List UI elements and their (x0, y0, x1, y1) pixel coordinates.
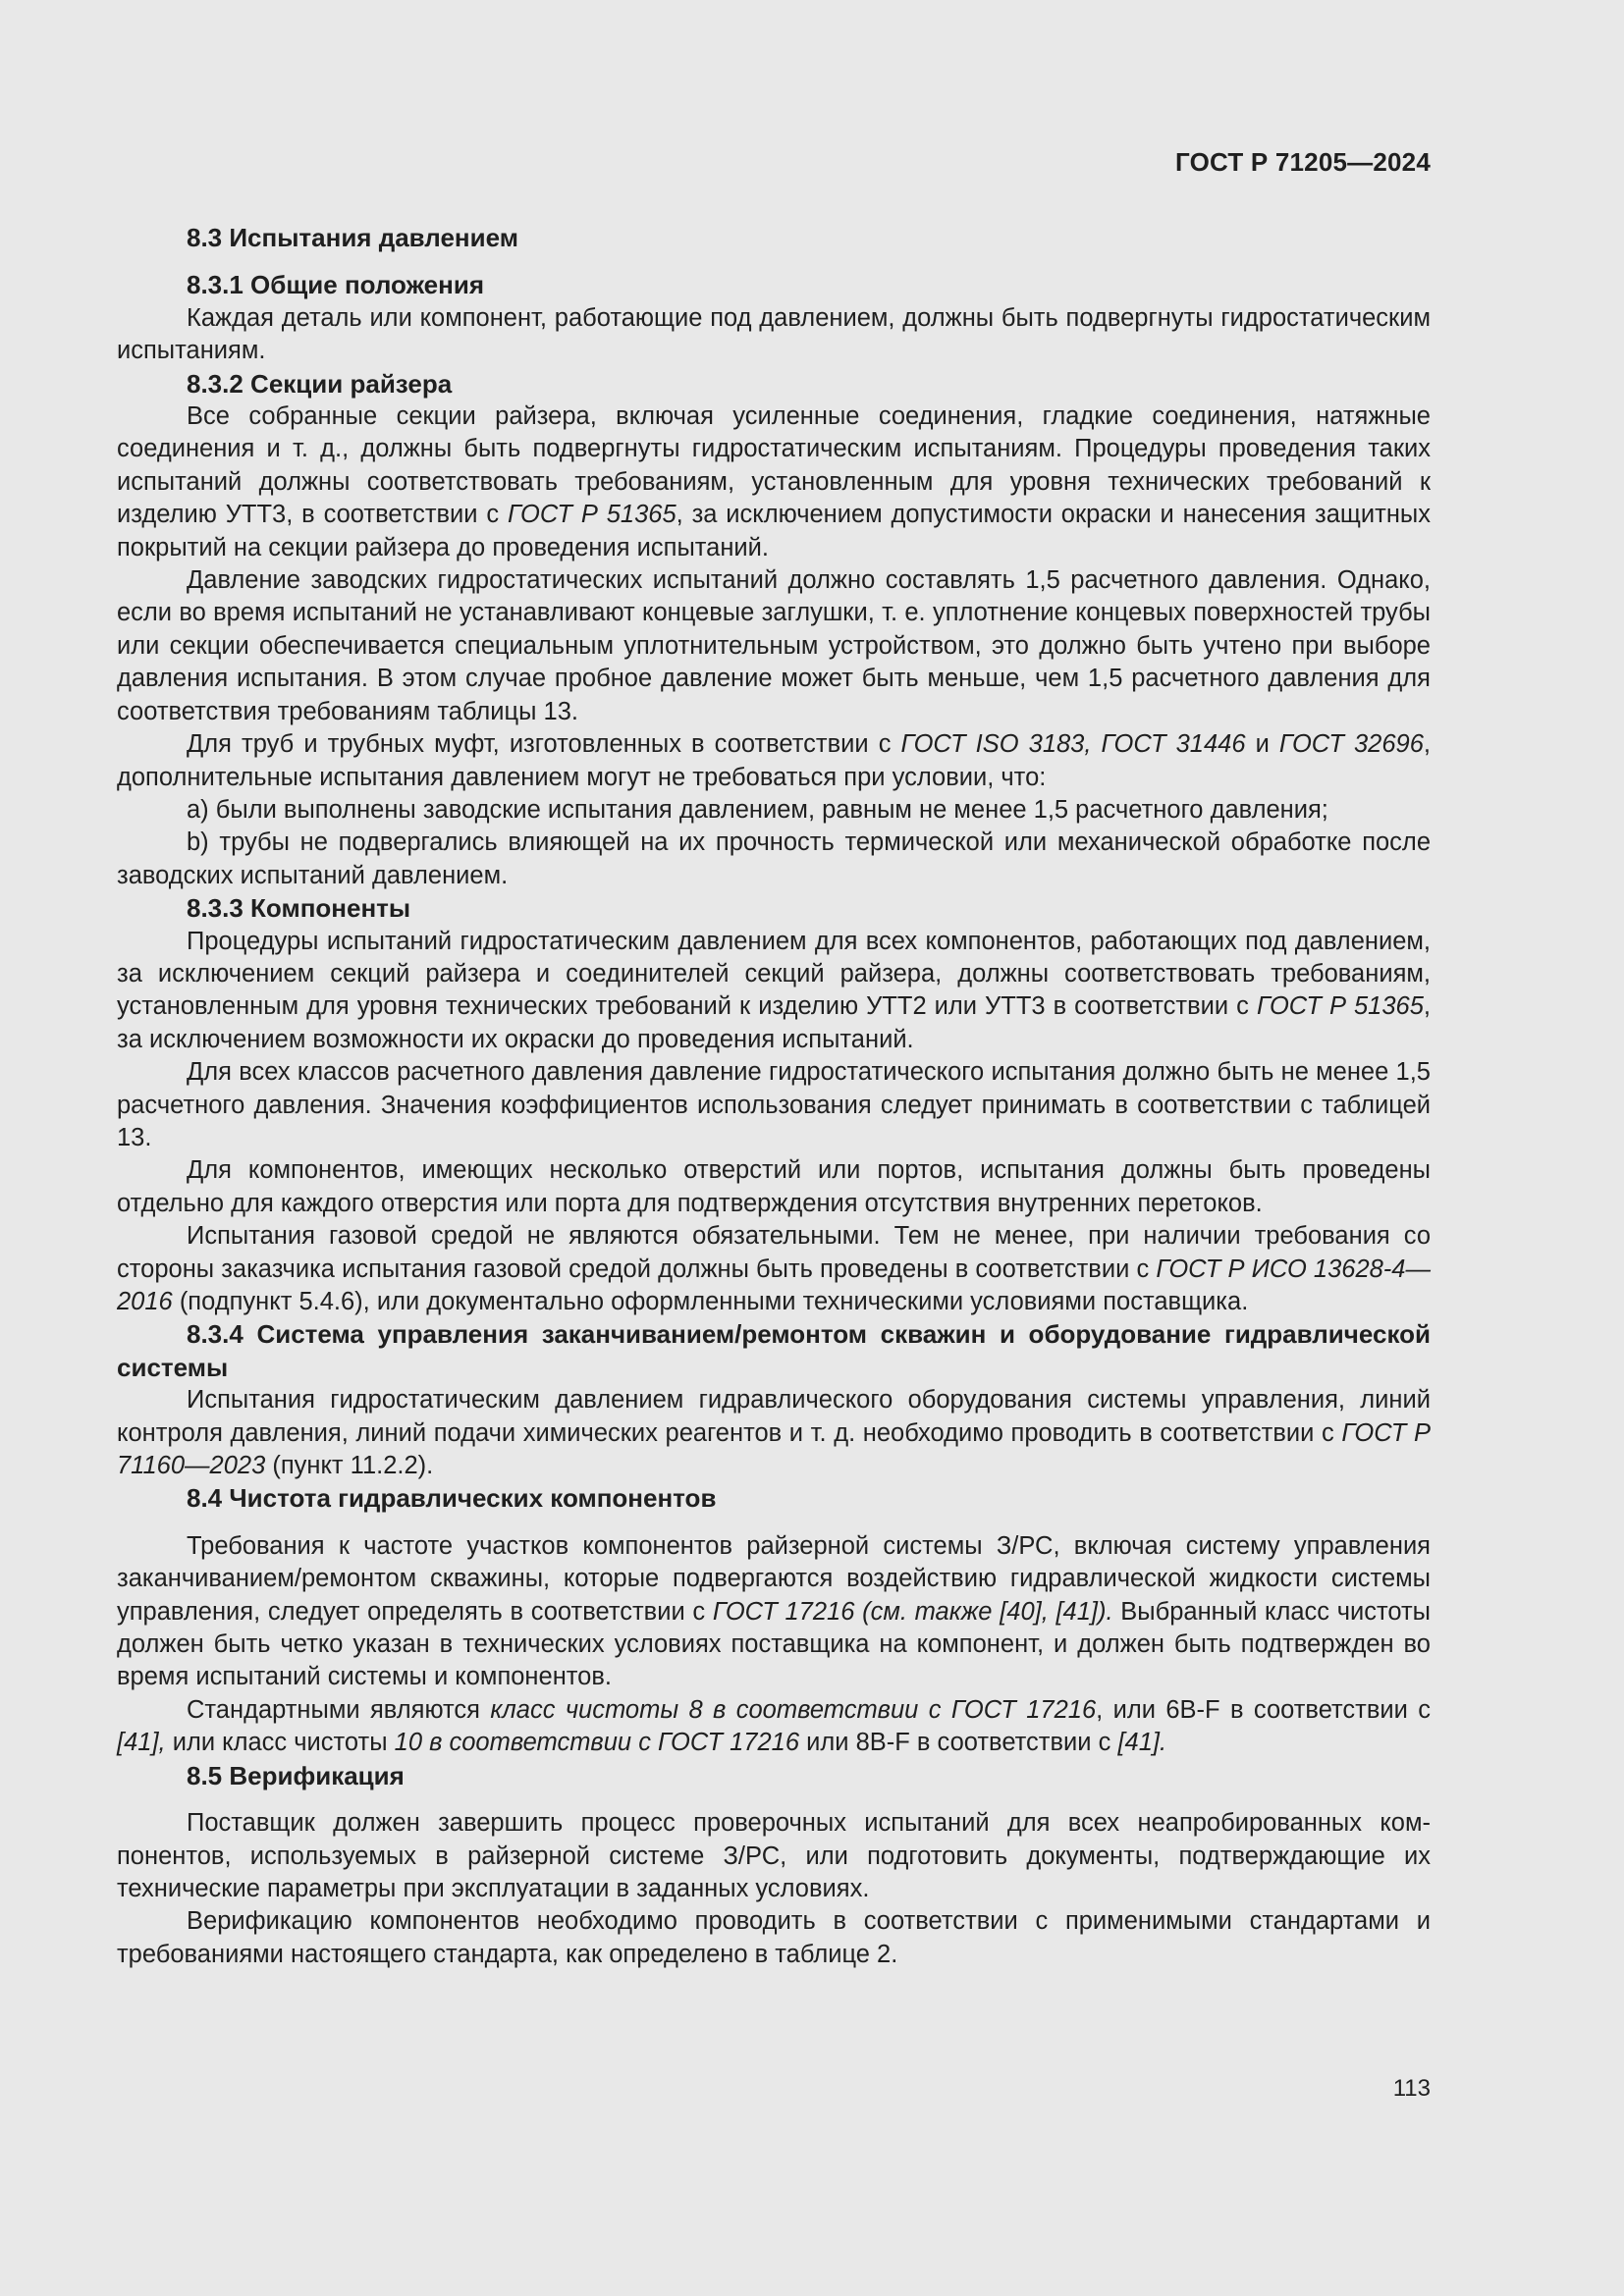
paragraph: Давление заводских гидростатических испытаний должно составлять 1,5 расчетного давления. Однако, если во время испытаний не устанавливают концевые заглушки, т. е. уплотнение концевых поверхностей трубы или секции обеспечивается специальным уплотнительным устройством, это должно быть учтено при выборе давления испытания. В этом случае пробное давление может быть меньше, чем 1,5 расчетного давления для соответствия требованиям таблицы 13. (117, 566, 1431, 725)
list-item: b) трубы не подвергались влияющей на их прочность термической или механической обработке после заводских испытаний давлением. (117, 828, 1431, 889)
list-item: a) были выполнены заводские испытания давлением, равным не менее 1,5 расчетного давления; (187, 795, 1328, 824)
document-body (117, 222, 1431, 1971)
paragraph: Требования к частоте участков компонентов райзерной системы З/РС, включая систему управления заканчиванием/ремонтом скважины, которые подвергаются воздействию гидравлической жидкости системы управления, следует определять в соответствии с ГОСТ 17216 (см. также [40], [41]). Выбранный класс чистоты должен быть четко указан в технических условиях поставщика на компонент, и должен быть подтвержден во время испытаний системы и компонентов. (117, 1531, 1431, 1691)
paragraph: Испытания гидростатическим давлением гидравлического оборудования системы управления, линий контроля давления, линий подачи химических реагентов и т. д. необходимо проводить в соответствии с ГОСТ Р 71160—2023 (пункт 11.2.2). (117, 1386, 1431, 1480)
section-8-3-4-title: 8.3.4 Система управления заканчиванием/ремонтом скважин и оборудование гидравлической системы (117, 1319, 1431, 1382)
paragraph: Каждая деталь или компонент, работающие под давлением, должны быть подвергнуты гидростатическим испытаниям. (117, 303, 1431, 365)
page-number: 113 (1392, 2075, 1431, 2102)
standard-reference: ГОСТ 17216 (см. также [40], [41]). (712, 1597, 1113, 1626)
paragraph: Для всех классов расчетного давления давление гидростатического испытания должно быть не менее 1,5 расчетного давления. Значения коэффициентов использования следует принимать в соответствии с таблицей 13. (117, 1058, 1431, 1151)
standard-reference: ГОСТ Р ИСО 13628-4—2016 (117, 1255, 1431, 1315)
section-8-3-1-title: 8.3.1 Общие положения (187, 270, 484, 300)
paragraph: Для труб и трубных муфт, изготовленных в соответствии с ГОСТ ISO 3183, ГОСТ 31446 и ГОСТ 32696, дополнительные испытания давлением могут не требоваться при условии, что: (117, 730, 1432, 791)
standard-reference: ГОСТ Р 51365 (1256, 992, 1424, 1021)
standard-reference: ГОСТ ISO 3183, ГОСТ 31446 (900, 730, 1246, 759)
standard-reference: ГОСТ 32696 (1278, 730, 1424, 759)
section-8-3-title: 8.3 Испытания давлением (187, 223, 518, 252)
paragraph: Поставщик должен завершить процесс проверочных испытаний для всех неапробированных компонентов, используемых в райзерной системе З/РС, или подготовить документы, подтверждающие их технические параметры при эксплуатации в заданных условиях. (117, 1809, 1431, 1902)
paragraph: Для компонентов, имеющих несколько отверстий или портов, испытания должны быть проведены отдельно для каждого отверстия или порта для подтверждения отсутствия внутренних перетоков. (117, 1156, 1431, 1217)
section-8-3-3-title: 8.3.3 Компоненты (187, 893, 411, 924)
standard-reference: ГОСТ Р 71160—2023 (117, 1418, 1431, 1480)
paragraph: Стандартными являются класс чистоты 8 в соответствии с ГОСТ 17216, или 6B-F в соответствии с [41], или класс чистоты 10 в соответствии с ГОСТ 17216 или 8B-F в соответствии с [41]. (117, 1695, 1432, 1757)
paragraph: Верификацию компонентов необходимо проводить в соответствии с применимыми стандартами и требованиями настоящего стандарта, как определено в таблице 2. (117, 1907, 1431, 1968)
section-8-4-title: 8.4 Чистота гидравлических компонентов (187, 1483, 717, 1514)
section-8-3-2-title: 8.3.2 Секции райзера (187, 368, 453, 399)
standard-reference: ГОСТ Р 51365 (508, 501, 677, 529)
paragraph: Испытания газовой средой не являются обязательными. Тем не менее, при наличии требования со стороны заказчика испытания газовой средой должны быть проведены в соответствии с ГОСТ Р ИСО 13628-4—2016 (подпункт 5.4.6), или документально оформленными техническими условиями поставщика. (117, 1222, 1431, 1315)
document-header: ГОСТ Р 71205—2024 (1175, 147, 1431, 177)
paragraph: Процедуры испытаний гидростатическим давлением для всех компонентов, работающих под давлением, за исключением секций райзера и соединителей секций райзера, должны соответствовать требованиям, установленным для уровня технических требований к изделию УТТ2 или УТТ3 в соответствии с ГОСТ Р 51365, за исключением возможности их окраски до проведения испытаний. (117, 927, 1431, 1053)
paragraph: Все собранные секции райзера, включая усиленные соединения, гладкие соединения, натяжные соединения и т. д., должны быть подвергнуты гидростатическим испытаниям. Процедуры проведения таких испытаний должны соответствовать требованиям, установленным для уровня технических требований к изделию УТТ3, в соответствии с ГОСТ Р 51365, за исключением допустимости окраски и нанесения защитных покрытий на секции райзера до проведения испытаний. (117, 402, 1431, 561)
section-8-5-title: 8.5 Верификация (187, 1760, 405, 1790)
